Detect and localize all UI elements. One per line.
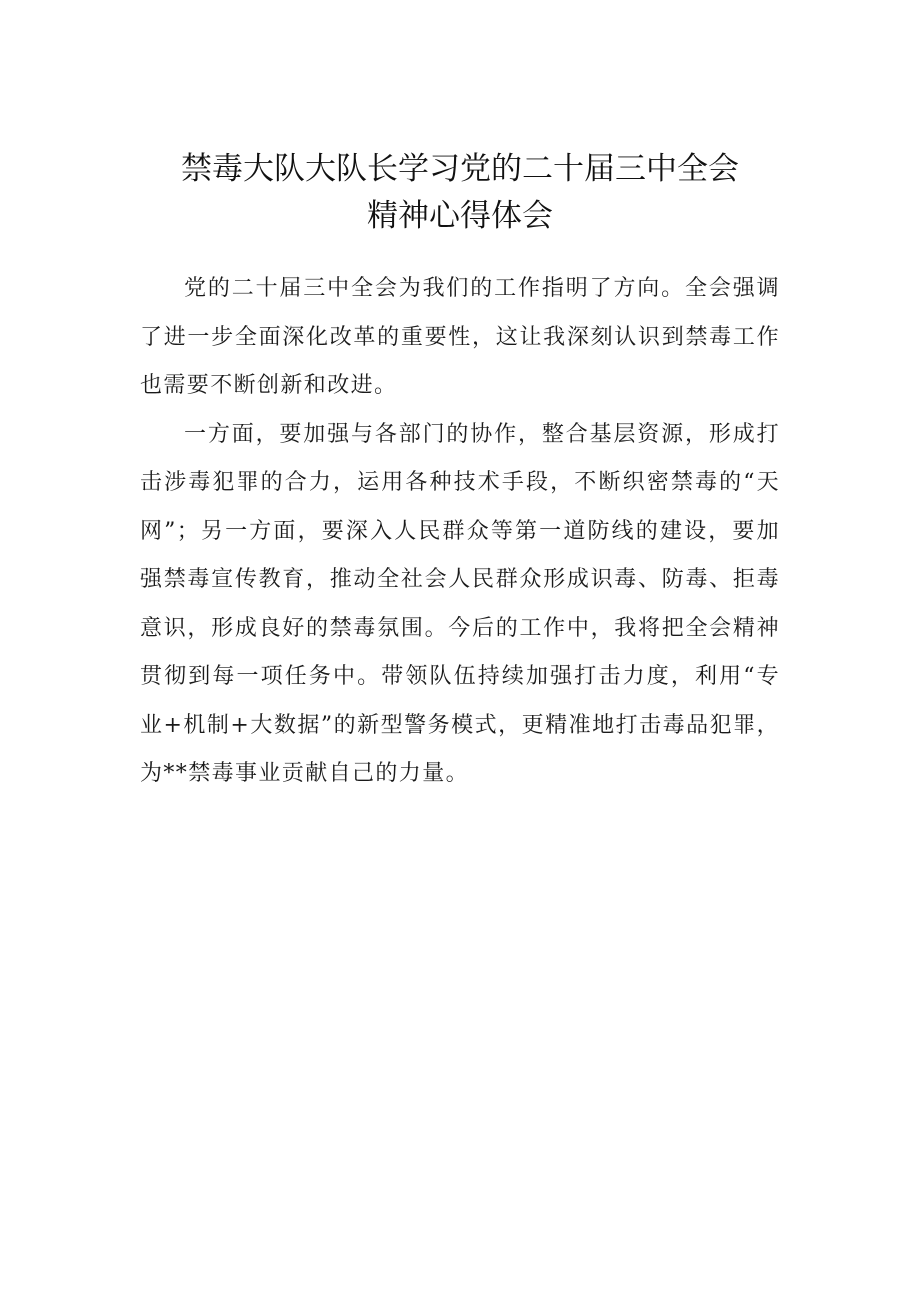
document-title (140, 146, 780, 240)
paragraph-1: 党的二十届三中全会为我们的工作指明了方向。全会强调了进一步全面深化改革的重要性，这让我深刻认识到禁毒工作也需要不断创新和改进。 (140, 276, 780, 398)
document-body (140, 265, 780, 799)
paragraph-2: 一方面，要加强与各部门的协作，整合基层资源，形成打击涉毒犯罪的合力，运用各种技术手段，不断织密禁毒的“天网”；另一方面，要深入人民群众等第一道防线的建设，要加强禁毒宣传教育，推动全社会人民群众形成识毒、防毒、拒毒意识，形成良好的禁毒氛围。今后的工作中，我将把全会精神贯彻到每一项任务中。带领队伍持续加强打击力度，利用“专业+机制+大数据”的新型警务模式，更精准地打击毒品犯罪，为**禁毒事业贡献自己的力量。 (140, 421, 780, 786)
title-line-2: 精神心得体会 (367, 198, 553, 234)
title-line-1: 禁毒大队大队长学习党的二十届三中全会 (181, 151, 739, 187)
